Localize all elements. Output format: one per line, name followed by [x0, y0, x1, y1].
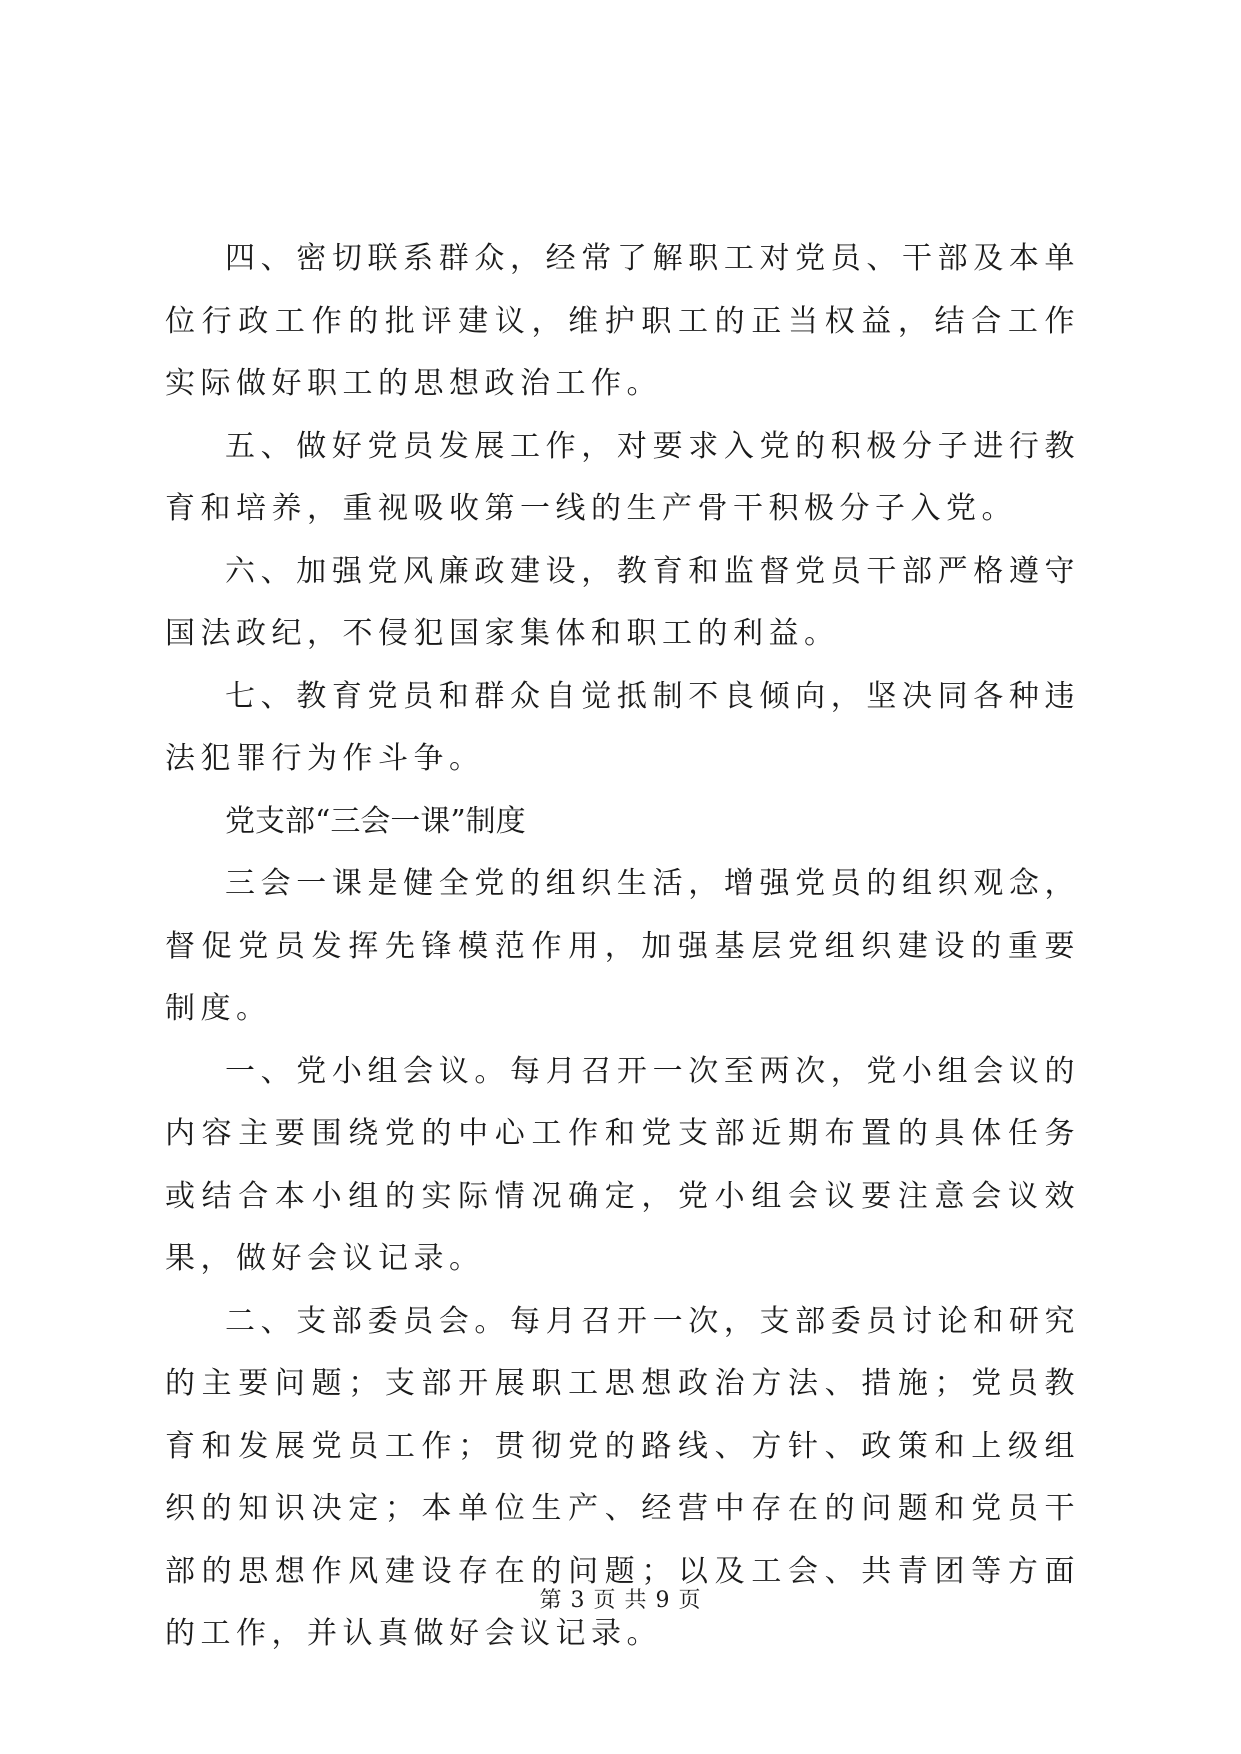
paragraph-item-4: 四、密切联系群众，经常了解职工对党员、干部及本单位行政工作的批评建议，维护职工的正当权益，结合工作实际做好职工的思想政治工作。	[165, 241, 1080, 401]
section-heading: 党支部“三会一课”制度	[225, 803, 526, 839]
paragraph-item-7: 七、教育党员和群众自觉抵制不良倾向，坚决同各种违法犯罪行为作斗争。	[165, 678, 1080, 776]
document-body	[165, 228, 1080, 1666]
page-number-footer: 第 3 页 共 9 页	[539, 1588, 702, 1613]
paragraph-item-6: 六、加强党风廉政建设，教育和监督党员干部严格遵守国法政纪，不侵犯国家集体和职工的利益。	[165, 553, 1080, 651]
section-intro-paragraph: 三会一课是健全党的组织生活，增强党员的组织观念，督促党员发挥先锋模范作用，加强基层党组织建设的重要制度。	[165, 866, 1080, 1026]
paragraph-party-group-meeting: 一、党小组会议。每月召开一次至两次，党小组会议的内容主要围绕党的中心工作和党支部近期布置的具体任务或结合本小组的实际情况确定，党小组会议要注意会议效果，做好会议记录。	[165, 1053, 1080, 1276]
paragraph-branch-committee: 二、支部委员会。每月召开一次，支部委员讨论和研究的主要问题；支部开展职工思想政治方法、措施；党员教育和发展党员工作；贯彻党的路线、方针、政策和上级组织的知识决定；本单位生产、经营中存在的问题和党员干部的思想作风建设存在的问题；以及工会、共青团等方面的工作，并认真做好会议记录。	[165, 1303, 1080, 1651]
paragraph-item-5: 五、做好党员发展工作，对要求入党的积极分子进行教育和培养，重视吸收第一线的生产骨干积极分子入党。	[165, 428, 1080, 526]
